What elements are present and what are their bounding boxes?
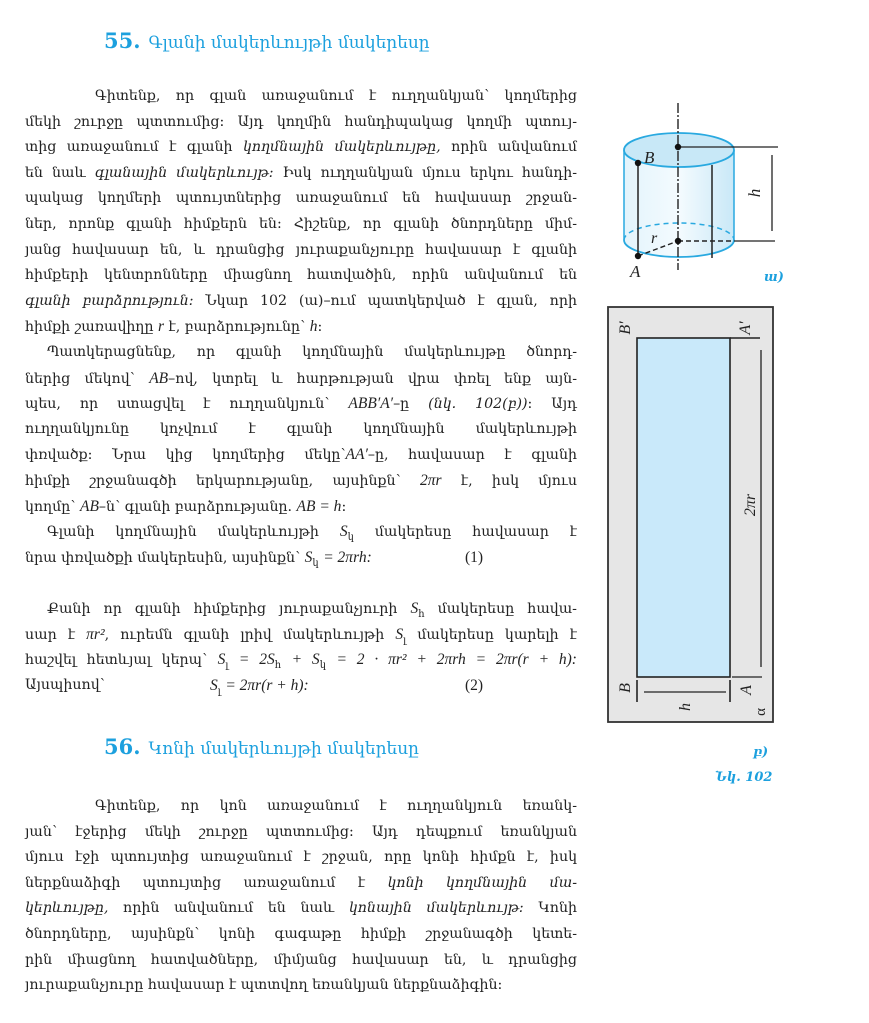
math: S <box>410 600 419 617</box>
text-line: րին միացնող հատվածները, միմյանց հավասար են, և դրանցից <box>25 951 577 968</box>
text-line: ուղղանկյունը կոչվում է գլանի կողմնային մակերևույթի <box>25 420 577 437</box>
text: –ը, հավասար է գլանի <box>367 447 577 464</box>
math: 2πr <box>420 471 442 489</box>
math: S <box>339 523 348 540</box>
point-A <box>635 253 641 259</box>
text: Քանի որ գլանի հիմքերից յուրաքանչյուրի <box>47 601 398 617</box>
text-line <box>25 871 577 897</box>
label-B: B <box>617 683 634 693</box>
label-A: A <box>738 685 755 695</box>
text: Նկար 102 (ա)–ում պատկերված է գլան, որի <box>205 292 577 309</box>
top-center-point <box>675 144 681 150</box>
text: : Այդ <box>527 396 577 413</box>
paragraph-5 <box>25 794 577 999</box>
text: Կոնի <box>538 900 578 917</box>
text-line <box>25 494 577 520</box>
section-55-heading <box>104 28 430 53</box>
text-line <box>25 135 577 161</box>
text: Գլանի կողմնային մակերևույթի <box>47 524 319 540</box>
math: = 2S <box>238 651 275 669</box>
label-alpha: α <box>753 708 769 716</box>
math: = 2πr(r + h): <box>225 676 309 694</box>
label-A: A <box>630 262 641 281</box>
paragraph-2 <box>25 340 577 519</box>
math: = 2 · πr² + 2πrh = 2πr(r + h): <box>336 651 577 669</box>
text-line: հիմքերի կենտրոնները միացնող հատվածին, որին անվանում են <box>25 267 577 284</box>
figure-cylinder <box>600 95 800 295</box>
math-r: r <box>157 318 165 336</box>
text: մակերեսը կարելի է <box>417 626 577 643</box>
label-A-prime: A′ <box>737 321 754 335</box>
figure-caption: Նկ. 102 <box>715 770 773 785</box>
subscript: լ <box>225 660 229 672</box>
label-2pir: 2πr <box>742 493 759 517</box>
text-line <box>25 161 577 187</box>
math: AA′ <box>345 446 368 464</box>
subscript: կ <box>312 557 319 569</box>
math: AB <box>149 369 169 387</box>
text: կողմը՝ <box>25 498 76 515</box>
text: –ն՝ գլանի բարձրությանը. <box>98 498 293 515</box>
math: S <box>210 676 218 694</box>
paragraph-4 <box>25 596 577 698</box>
text-line <box>25 314 577 340</box>
label-B: B <box>644 148 655 167</box>
equation-2-line <box>25 673 577 699</box>
label-r: r <box>651 230 658 247</box>
text: որին անվանում են նաև <box>123 900 335 917</box>
subscript: հ <box>418 608 425 620</box>
equation-1 <box>25 545 405 571</box>
text-line: Գիտենք, որ կոն առաջանում է ուղղանկյուն եռանկ- <box>95 798 577 814</box>
text: հիմքի շառավիղը <box>25 319 154 336</box>
text-line <box>25 366 577 392</box>
paragraph-3 <box>25 519 577 570</box>
term-cylindrical-surface: գլանային մակերևույթ: <box>94 164 274 181</box>
term-cone-lateral-surface: կոնի կողմնային մա- <box>387 874 577 891</box>
text: սար է <box>25 626 76 643</box>
equation-number: (2) <box>465 676 484 694</box>
subscript: լ <box>217 685 221 697</box>
math: ABB′A′ <box>348 395 394 413</box>
section-title: Կոնի մակերևույթի մակերեսը <box>148 739 419 759</box>
text: են նաև <box>25 164 86 181</box>
text-line: մյուս էջի պտույտից առաջանում է շրջան, որը կոնի հիմքն է, իսկ <box>25 849 577 866</box>
math-h: h <box>309 318 318 336</box>
text-line: մեկի շուրջը պտտումից: Այդ կողմին հանդիպակաց կողմի պտույ- <box>25 113 577 130</box>
text-line: Պատկերացնենք, որ գլանի կողմնային մակերևույթը ծնորդ- <box>47 344 577 360</box>
math: πr² <box>86 625 105 643</box>
equation-1-line <box>25 545 577 571</box>
cylinder-diagram <box>600 95 800 295</box>
paragraph-1 <box>25 84 577 340</box>
text-line: յուրաքանչյուրը հավասար է պտտվող եռանկյան ներքնաձիգին: <box>25 977 503 994</box>
text-line: պակաց կողմերի պտույտներից առաջանում են հավասար շրջան- <box>25 190 577 207</box>
text: տից առաջանում է գլանի <box>25 139 233 156</box>
text-line: Գիտենք, որ գլան առաջանում է ուղղանկյան՝ կողմերից <box>95 88 577 104</box>
text: հիմքի շրջանագծի երկարությանը, այսինքն՝ <box>25 472 401 489</box>
subscript: կ <box>319 660 326 672</box>
term-cylinder-height: գլանի բարձրություն: <box>25 292 194 309</box>
math: AB = h <box>296 497 342 515</box>
equation-number: (1) <box>465 548 484 566</box>
text: նրա փռվածքի մակերեսին, այսինքն՝ <box>25 549 301 566</box>
text: : <box>341 498 347 515</box>
math: S <box>395 625 404 643</box>
text-line <box>25 896 577 922</box>
term-conical-surface: կոնային մակերևույթ: <box>348 900 524 917</box>
math: + S <box>291 651 320 669</box>
section-number: 56. <box>104 734 141 759</box>
text: հաշվել հետևյալ կերպ՝ <box>25 652 208 669</box>
text-line <box>25 519 577 545</box>
text-line <box>25 647 577 673</box>
subscript: լ <box>403 634 407 646</box>
math: AB <box>79 497 99 515</box>
text-line <box>25 442 577 468</box>
subscript: հ <box>274 660 282 672</box>
math: S <box>217 651 226 669</box>
term: կերևույթը, <box>25 900 109 917</box>
text-line <box>25 468 577 494</box>
text: պես, որ ստացվել է ուղղանկյուն՝ <box>25 396 330 413</box>
text-line <box>25 391 577 417</box>
figure-reference: (նկ. 102(բ)) <box>428 396 528 413</box>
text: Այսպիսով՝ <box>25 676 105 693</box>
net-diagram <box>600 300 790 730</box>
math: S <box>304 548 313 566</box>
equation-2 <box>210 673 465 699</box>
caption-b: բ) <box>753 745 769 760</box>
text: : <box>317 319 323 336</box>
text: ներքնաձիգի պտույտից առաջանում է <box>25 874 366 891</box>
caption-a: ա) <box>764 270 784 285</box>
text: մակերեսը հավա- <box>437 601 577 617</box>
text: ներից մեկով՝ <box>25 370 135 387</box>
text: –ով, կտրել և հարթության վրա փռել ենք այն- <box>168 370 577 387</box>
text: է, իսկ մյուս <box>460 472 578 489</box>
text-line <box>25 596 577 622</box>
lateral-surface-net <box>637 338 730 677</box>
text: որին անվանում <box>451 139 578 156</box>
text: –ը <box>393 396 410 413</box>
section-56-heading <box>104 734 419 759</box>
section-number: 55. <box>104 28 141 53</box>
label-h: h <box>745 188 764 198</box>
text: է, բարձրությունը՝ <box>168 319 306 336</box>
text-line: յանց հավասար են, և դրանցից յուրաքանչյուրը հավասար է գլանի <box>25 241 577 258</box>
point-B <box>635 160 641 166</box>
text-line: յան՝ էջերից մեկի շուրջը պտտումից: Այդ դեպքում եռանկյան <box>25 823 577 840</box>
label-h: h <box>677 703 694 711</box>
text-line: ծնորդները, այսինքն՝ կոնի գագաթը հիմքի շրջանագծի կետե- <box>25 925 577 942</box>
section-title: Գլանի մակերևույթի մակերեսը <box>148 33 430 53</box>
text-line <box>25 622 577 648</box>
text: մակերեսը հավասար է <box>374 524 578 540</box>
bottom-center-point <box>675 238 681 244</box>
math: = 2πrh: <box>323 548 372 566</box>
text-line: ներ, որոնք գլանի հիմքերն են: Հիշենք, որ գլանի ծնորդները միմ- <box>25 215 577 232</box>
label-B-prime: B′ <box>617 321 634 335</box>
text-line <box>25 289 577 315</box>
text: Իսկ ուղղանկյան մյուս երկու հանդի- <box>282 164 578 181</box>
text: , ուրեմն գլանի լրիվ մակերևույթի <box>104 626 385 643</box>
figure-net <box>600 300 790 730</box>
subscript: կ <box>347 531 354 543</box>
text: փռվածք: Նրա կից կողմերից մեկը՝ <box>25 447 346 464</box>
term-lateral-surface: կողմնային մակերևույթը, <box>243 139 441 156</box>
